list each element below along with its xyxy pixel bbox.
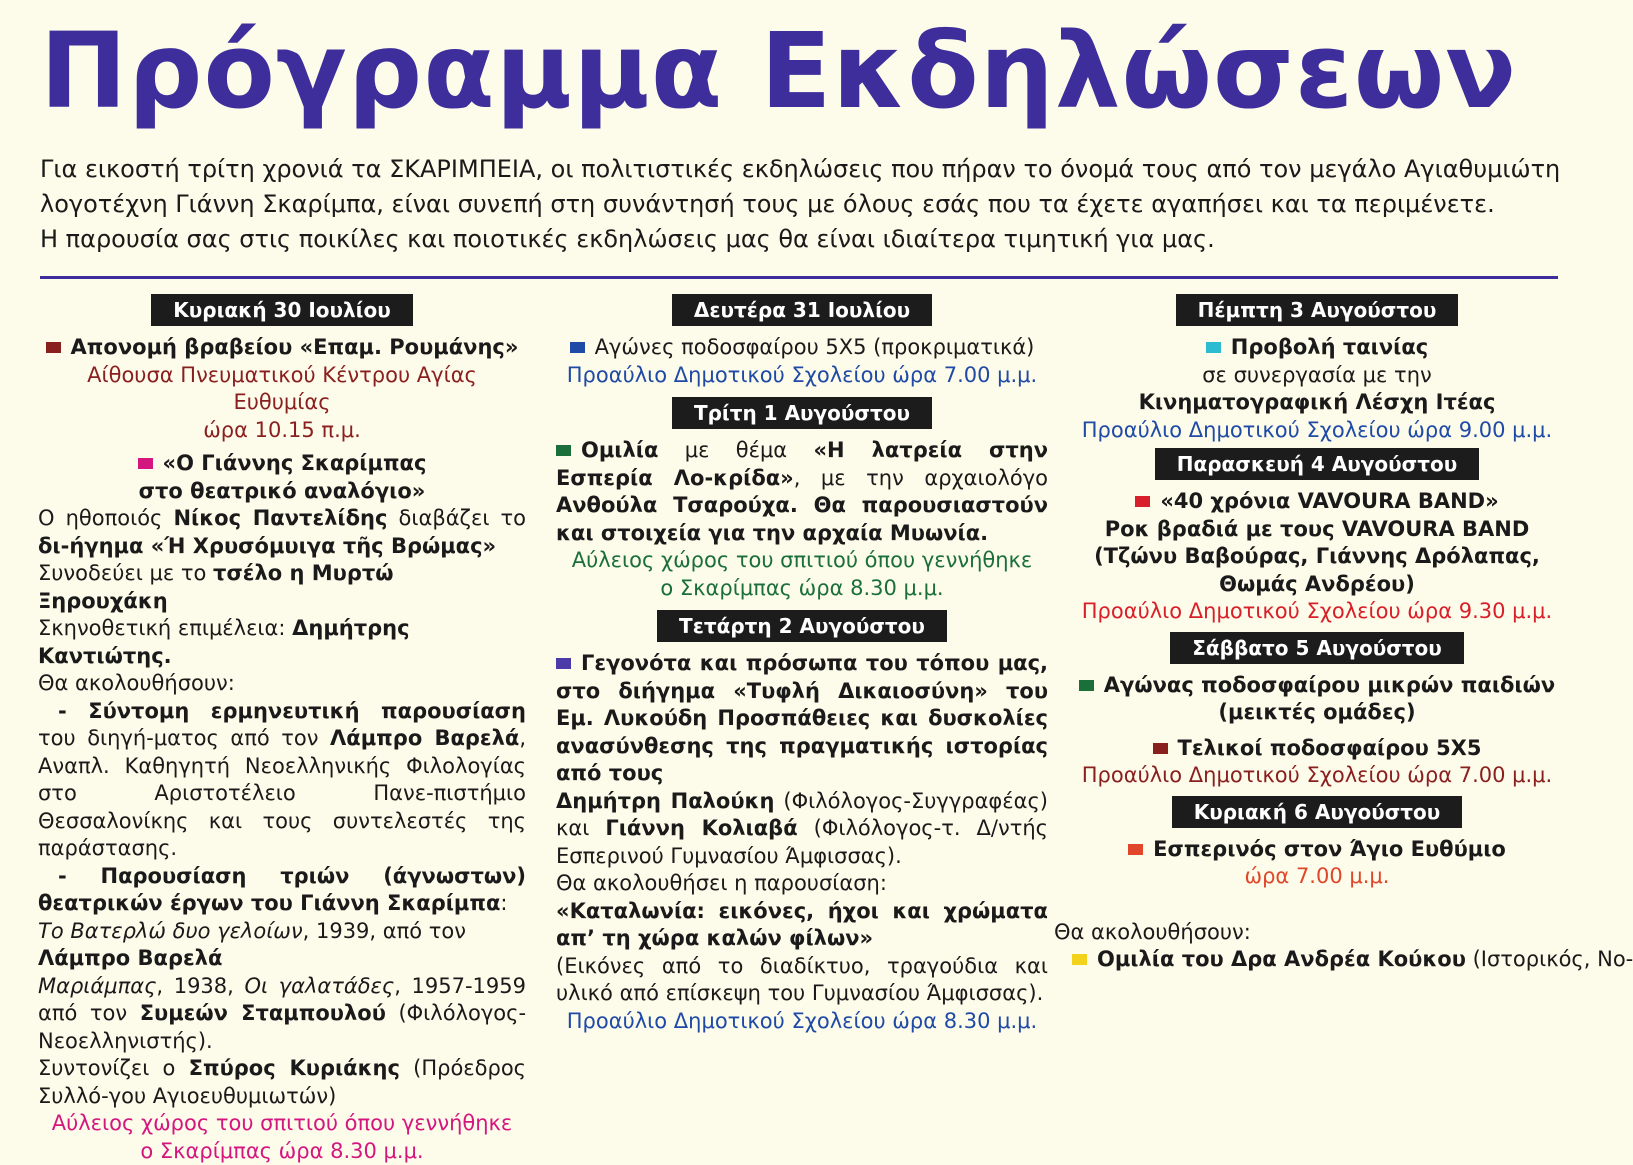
event-title: Αγώνας ποδοσφαίρου μικρών παιδιών (1072, 672, 1562, 700)
event-text: Ροκ βραδιά με τους VAVOURA BAND (1072, 516, 1562, 544)
event-venue: Προαύλιο Δημοτικού Σχολείου ώρα 8.30 μ.μ. (556, 1008, 1048, 1036)
event-text: Γεγονότα και πρόσωπα του τόπου μας, στο διήγημα «Τυφλή Δικαιοσύνη» του Εμ. Λυκούδη Προσπάθειες και δυσκολίες ανασύνθεσης της πραγματικής ιστορίας από τους (556, 650, 1048, 788)
column-1 (38, 294, 526, 1165)
event-text: Θα ακολουθήσει η παρουσίαση: (556, 870, 1048, 898)
date-header: Κυριακή 6 Αυγούστου (1072, 796, 1562, 828)
event-text: «Καταλωνία: εικόνες, ήχοι και χρώματα απ’ τη χώρα καλών φίλων» (556, 898, 1048, 953)
date-header: Δευτέρα 31 Ιουλίου (556, 294, 1048, 326)
event-text: σε συνεργασία με την (1072, 362, 1562, 390)
event-text: Ο ηθοποιός Νίκος Παντελίδης διαβάζει το δι-ήγημα «Ή Χρυσόμυιγα τῆς Βρώμας» (38, 505, 526, 560)
square-bullet-icon (46, 342, 61, 353)
square-bullet-icon (556, 445, 571, 456)
date-header: Κυριακή 30 Ιουλίου (38, 294, 526, 326)
date-header: Σάββατο 5 Αυγούστου (1072, 632, 1562, 664)
event-text: Σκηνοθετική επιμέλεια: Δημήτρης Καντιώτης. (38, 615, 526, 670)
intro-line: Η παρουσία σας στις ποικίλες και ποιοτικές εκδηλώσεις μας θα είναι ιδιαίτερα τιμητική για μας. (40, 222, 1570, 257)
square-bullet-icon (1135, 496, 1150, 507)
event-text: Θα ακολουθήσουν: (38, 670, 526, 698)
event-text: (μεικτές ομάδες) (1072, 699, 1562, 727)
date-header: Πέμπτη 3 Αυγούστου (1072, 294, 1562, 326)
event-title: στο θεατρικό αναλόγιο» (38, 478, 526, 506)
square-bullet-icon (138, 458, 153, 469)
divider (40, 276, 1558, 279)
column-2 (556, 294, 1048, 1035)
intro-text (40, 152, 1570, 257)
event-text: - Παρουσίαση τριών (άγνωστων) θεατρικών έργων του Γιάννη Σκαρίμπα: (38, 863, 526, 918)
page-title: Πρόγραμμα Εκδηλώσεων (40, 14, 1517, 128)
event-venue: Προαύλιο Δημοτικού Σχολείου ώρα 9.30 μ.μ. (1072, 598, 1562, 626)
event-text: Συνοδεύει με το τσέλο η Μυρτώ Ξηρουχάκη (38, 560, 526, 615)
event-venue: Προαύλιο Δημοτικού Σχολείου ώρα 7.00 μ.μ. (556, 362, 1048, 390)
event-text: Θα ακολουθήσουν: (1054, 919, 1562, 947)
date-header: Τρίτη 1 Αυγούστου (556, 397, 1048, 429)
event-title: Απονομή βραβείου «Επαμ. Ρουμάνης» (38, 334, 526, 362)
event-text: - Σύντομη ερμηνευτική παρουσίαση του διηγή-ματος από τον Λάμπρο Βαρελά, Αναπλ. Καθηγητή Νεοελληνικής Φιλολογίας στο Αριστοτέλειο Πανε-πιστήμιο Θεσσαλονίκης και τους συντελεστές της παράστασης. (38, 698, 526, 863)
event-text: Θωμάς Ανδρέου) (1072, 571, 1562, 599)
square-bullet-icon (570, 342, 585, 353)
event-title: Τελικοί ποδοσφαίρου 5Χ5 (1072, 735, 1562, 763)
event-venue: Προαύλιο Δημοτικού Σχολείου ώρα 7.00 μ.μ. (1072, 762, 1562, 790)
event-text: Ομιλία του Δρα Ανδρέα Κούκου (Ιστορικός, Νο- (1072, 946, 1562, 974)
square-bullet-icon (1153, 743, 1168, 754)
event-text: Κινηματογραφική Λέσχη Ιτέας (1072, 389, 1562, 417)
event-title: Αγώνες ποδοσφαίρου 5Χ5 (προκριματικά) (556, 334, 1048, 362)
event-time: ώρα 10.15 π.μ. (38, 417, 526, 445)
event-text: (Εικόνες από το διαδίκτυο, τραγούδια και υλικό από επίσκεψη του Γυμνασίου Άμφισσας). (556, 953, 1048, 1008)
event-text: Ομιλία με θέμα «Η λατρεία στην Εσπερία Λο-κρίδα», με την αρχαιολόγο Ανθούλα Τσαρούχα. Θα παρουσιαστούν και στοιχεία για την αρχαία Μυωνία. (556, 437, 1048, 547)
event-venue: ο Σκαρίμπας ώρα 8.30 μ.μ. (556, 575, 1048, 603)
square-bullet-icon (556, 658, 571, 669)
event-text: Το Βατερλώ δυο γελοίων, 1939, από τον Λάμπρο Βαρελά (38, 918, 526, 973)
square-bullet-icon (1128, 844, 1143, 855)
event-text: (Τζώνυ Βαβούρας, Γιάννης Δρόλαπας, (1072, 543, 1562, 571)
event-venue: Αύλειος χώρος του σπιτιού όπου γεννήθηκε (38, 1110, 526, 1138)
event-text: Συντονίζει ο Σπύρος Κυριάκης (Πρόεδρος Συλλό-γου Αγιοευθυμιωτών) (38, 1055, 526, 1110)
square-bullet-icon (1079, 680, 1094, 691)
event-venue: Προαύλιο Δημοτικού Σχολείου ώρα 9.00 μ.μ. (1072, 417, 1562, 445)
event-title: «Ο Γιάννης Σκαρίμπας (38, 450, 526, 478)
event-time: ώρα 7.00 μ.μ. (1072, 863, 1562, 891)
event-title: Προβολή ταινίας (1072, 334, 1562, 362)
event-title: «40 χρόνια VAVOURA BAND» (1072, 488, 1562, 516)
square-bullet-icon (1072, 954, 1087, 965)
event-venue: Αύλειος χώρος του σπιτιού όπου γεννήθηκε (556, 547, 1048, 575)
column-3 (1072, 294, 1562, 974)
event-text: Δημήτρη Παλούκη (Φιλόλογος-Συγγραφέας) και Γιάννη Κολιαβά (Φιλόλογος-τ. Δ/ντής Εσπερινού Γυμνασίου Άμφισσας). (556, 788, 1048, 871)
intro-line: Για εικοστή τρίτη χρονιά τα ΣΚΑΡΙΜΠΕΙΑ, οι πολιτιστικές εκδηλώσεις που πήραν το όνομά τους από τον μεγάλο Αγιαθυμιώτη (40, 152, 1570, 187)
date-header: Παρασκευή 4 Αυγούστου (1072, 448, 1562, 480)
date-header: Τετάρτη 2 Αυγούστου (556, 610, 1048, 642)
square-bullet-icon (1206, 342, 1221, 353)
event-title: Εσπερινός στον Άγιο Ευθύμιο (1072, 836, 1562, 864)
event-venue: ο Σκαρίμπας ώρα 8.30 μ.μ. (38, 1138, 526, 1165)
intro-line: λογοτέχνη Γιάννη Σκαρίμπα, είναι συνεπή στη συνάντησή τους με όλους εσάς που τα έχετε αγαπήσει και τα περιμένετε. (40, 187, 1570, 222)
event-text: Μαριάμπας, 1938, Οι γαλατάδες, 1957-1959 από τον Συμεών Σταμπουλού (Φιλόλογος-Νεοελληνιστής). (38, 973, 526, 1056)
event-venue: Αίθουσα Πνευματικού Κέντρου Αγίας Ευθυμίας (38, 362, 526, 417)
